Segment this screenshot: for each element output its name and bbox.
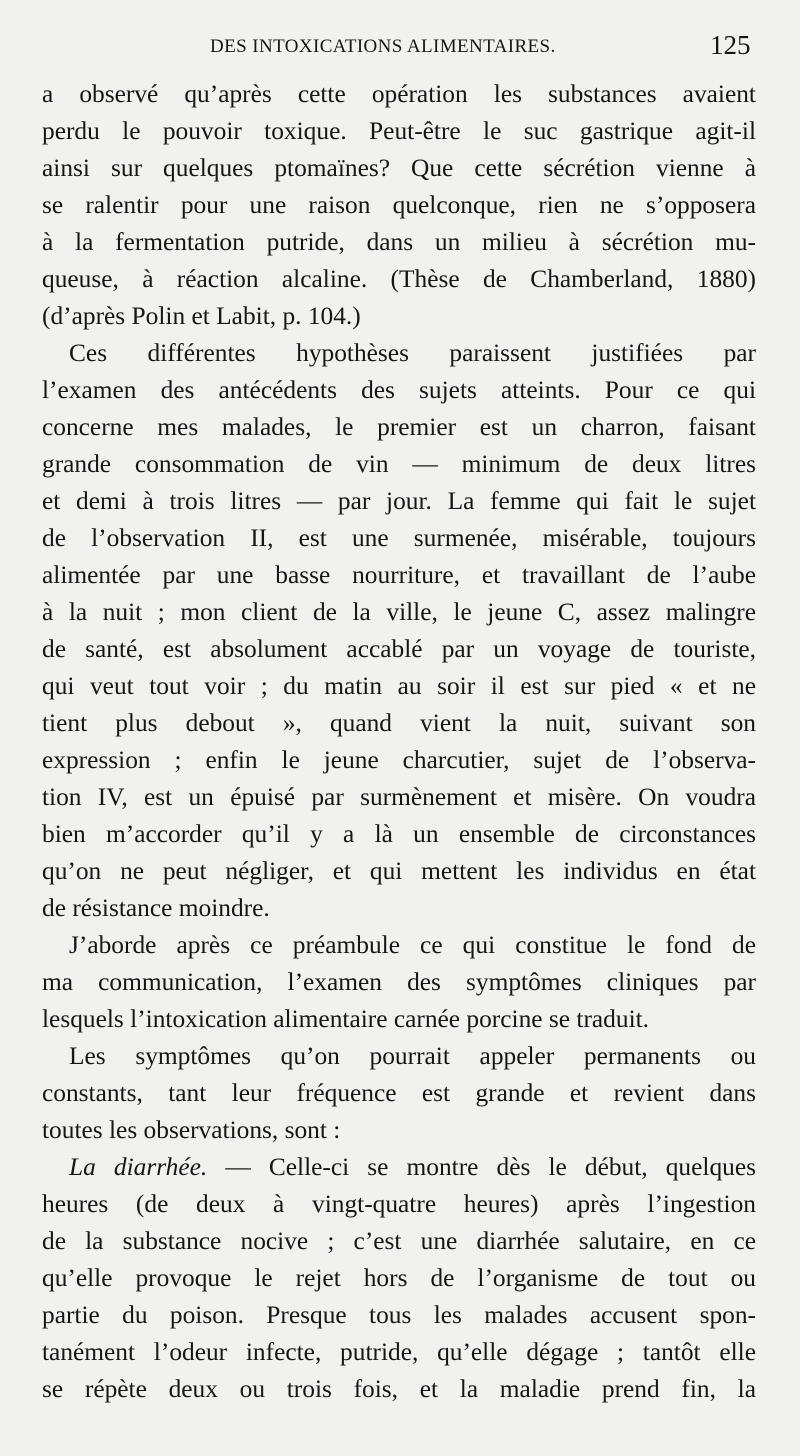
text-line: se ralentir pour une raison quelconque, rien ne s’opposera — [42, 191, 756, 219]
text-line: et demi à trois litres — par jour. La femme qui fait le sujet — [42, 487, 756, 515]
text-line: tanément l’odeur infecte, putride, qu’elle dégage ; tantôt elle — [42, 1338, 756, 1366]
text-line: toutes les observations, sont : — [42, 1116, 341, 1144]
text-line: expression ; enfin le jeune charcutier, sujet de l’observa- — [42, 746, 756, 774]
text-line: de l’observation II, est une surmenée, misérable, toujours — [42, 524, 756, 552]
text-line: ma communication, l’examen des symptômes cliniques par — [42, 968, 756, 996]
text-line: qu’on ne peut négliger, et qui mettent les individus en état — [42, 857, 756, 885]
text-line: qui veut tout voir ; du matin au soir il est sur pied « et ne — [42, 672, 756, 700]
text-line: lesquels l’intoxication alimentaire carnée porcine se traduit. — [42, 1005, 650, 1033]
text-line: à la fermentation putride, dans un milieu à sécrétion mu- — [42, 228, 756, 256]
paragraph-start-line — [42, 1149, 756, 1186]
text-line: constants, tant leur fréquence est grande et revient dans — [42, 1079, 756, 1107]
text-line: partie du poison. Presque tous les malades accusent spon- — [42, 1301, 756, 1329]
text-line: alimentée par une basse nourriture, et travaillant de l’aube — [42, 561, 756, 589]
page-number: 125 — [710, 30, 751, 60]
text-line: tient plus debout », quand vient la nuit, suivant son — [42, 709, 756, 737]
text-line: perdu le pouvoir toxique. Peut-être le suc gastrique agit-il — [42, 117, 756, 145]
text-line: l’examen des antécédents des sujets atteints. Pour ce qui — [42, 376, 756, 404]
text-line: de santé, est absolument accablé par un voyage de touriste, — [42, 635, 756, 663]
text-line: se répète deux ou trois fois, et la maladie prend fin, la — [42, 1375, 756, 1403]
section-lead-text: — Celle-ci se montre dès le début, quelques — [225, 1153, 756, 1181]
paragraph-start-line: Ces différentes hypothèses paraissent justifiées par — [69, 339, 756, 367]
text-line: bien m’accorder qu’il y a là un ensemble de circonstances — [42, 820, 756, 848]
body-text — [42, 76, 756, 1408]
text-line: concerne mes malades, le premier est un charron, faisant — [42, 413, 756, 441]
text-line: tion IV, est un épuisé par surmènement et misère. On voudra — [42, 783, 756, 811]
section-lead-italic: La diarrhée. — [69, 1153, 208, 1181]
text-line: a observé qu’après cette opération les substances avaient — [42, 80, 756, 108]
text-line: queuse, à réaction alcaline. (Thèse de Chamberland, 1880) — [42, 265, 756, 293]
text-line: heures (de deux à vingt-quatre heures) après l’ingestion — [42, 1190, 756, 1218]
paragraph-start-line: J’aborde après ce préambule ce qui constitue le fond de — [69, 931, 756, 959]
running-title: DES INTOXICATIONS ALIMENTAIRES. — [210, 36, 556, 57]
text-line: qu’elle provoque le rejet hors de l’organisme de tout ou — [42, 1264, 756, 1292]
running-header — [0, 30, 800, 64]
text-line: (d’après Polin et Labit, p. 104.) — [42, 302, 361, 330]
text-line: à la nuit ; mon client de la ville, le jeune C, assez malingre — [42, 598, 756, 626]
text-line: de la substance nocive ; c’est une diarrhée salutaire, en ce — [42, 1227, 756, 1255]
paragraph-start-line: Les symptômes qu’on pourrait appeler permanents ou — [69, 1042, 756, 1070]
text-line: ainsi sur quelques ptomaïnes? Que cette sécrétion vienne à — [42, 154, 756, 182]
text-line: grande consommation de vin — minimum de deux litres — [42, 450, 756, 478]
text-line: de résistance moindre. — [42, 894, 270, 922]
